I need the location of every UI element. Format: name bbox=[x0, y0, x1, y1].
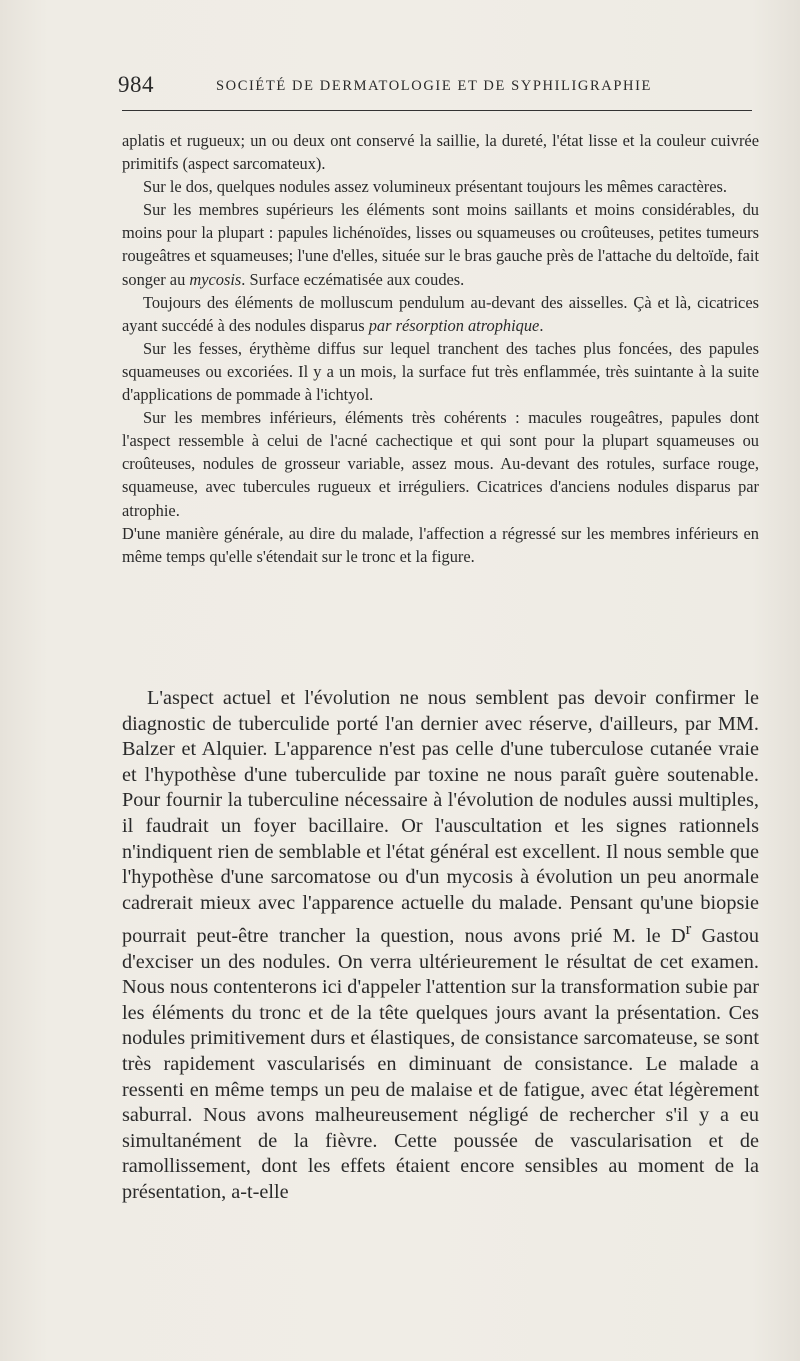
paragraph: Sur les membres supérieurs les éléments sont moins saillants et moins considérables, du moins pour la plupart : papules lichénoïdes, lisses ou squameuses ou croûteuses, petites tumeurs rougeâtres et squameuses; l'une d'elles, située sur le bras gauche près de l'attache du deltoïde, fait songer au mycosis. Surface eczématisée aux coudes. bbox=[122, 200, 759, 289]
paragraph: aplatis et rugueux; un ou deux ont conservé la saillie, la dureté, l'état lisse et la couleur cuivrée primitifs (aspect sarcomateux). bbox=[122, 131, 759, 174]
paragraph: Sur les fesses, érythème diffus sur lequel tranchent des taches plus foncées, des papules squameuses ou excoriées. Il y a un mois, la surface fut très enflammée, très suintante à la suite d'applications de pommade à l'ichtyol. bbox=[122, 338, 759, 405]
paragraph: Toujours des éléments de molluscum pendulum au-devant des aisselles. Çà et là, cicatrices ayant succédé à des nodules disparus par résorption atrophique. bbox=[122, 292, 759, 335]
case-description bbox=[122, 129, 759, 568]
running-head: SOCIÉTÉ DE DERMATOLOGIE ET DE SYPHILIGRAPHIE bbox=[216, 78, 652, 94]
paragraph: L'aspect actuel et l'évolution ne nous semblent pas devoir confirmer le diagnostic de tuberculide porté l'an dernier avec réserve, d'ailleurs, par MM. Balzer et Alquier. L'apparence n'est pas celle d'une tuberculose cutanée vraie et l'hypothèse d'une tuberculide par toxine ne nous paraît guère soutenable. Pour fournir la tuberculine nécessaire à l'évolution de nodules aussi multiples, il faudrait un foyer bacillaire. Or l'auscultation et les signes rationnels n'indiquent rien de semblable et l'état général est excellent. Il nous semble que l'hypothèse d'une sarcomatose ou d'un mycosis à évolution un peu anormale cadrerait mieux avec l'apparence actuelle du malade. Pensant qu'une biopsie pourrait peut-être trancher la question, nous avons prié M. le $D^r$ Gastou d'exciser un des nodules. On verra ultérieurement le résultat de cet examen. Nous nous contenterons ici d'appeler l'attention sur la transformation subie par les éléments du tronc et de la tête quelques jours avant la présentation. Ces nodules primitivement durs et élastiques, de consistance sarcomateuse, se sont très rapidement vascularisés en diminuant de consistance. Le malade a ressenti en même temps un peu de malaise et de fatigue, avec état légèrement saburral. Nous avons malheureusement négligé de rechercher s'il y a eu simultanément de la fièvre. Cette poussée de vascularisation et de ramollissement, dont les effets étaient encore sensibles au moment de la présentation, a-t-elle bbox=[122, 687, 759, 1204]
commentary bbox=[122, 686, 759, 1206]
paragraph: D'une manière générale, au dire du malade, l'affection a régressé sur les membres inférieurs en même temps qu'elle s'étendait sur le tronc et la figure. bbox=[122, 523, 759, 566]
paragraph: Sur le dos, quelques nodules assez volumineux présentant toujours les mêmes caractères. bbox=[143, 177, 727, 197]
page-header bbox=[118, 70, 758, 106]
italic-term: par résorption atrophique bbox=[368, 315, 540, 335]
header-rule bbox=[122, 110, 752, 111]
superscript: r bbox=[685, 919, 692, 939]
page-number: 984 bbox=[118, 72, 154, 97]
italic-term: mycosis bbox=[189, 269, 242, 289]
paragraph: Sur les membres inférieurs, éléments très cohérents : macules rougeâtres, papules dont l'aspect ressemble à celui de l'acné cachectique et qui sont pour la plupart squameuses ou croûteuses, nodules de grosseur variable, assez mous. Au-devant des rotules, surface rouge, squameuse, avec tubercules rugueux et irréguliers. Cicatrices d'anciens nodules disparus par atrophie. bbox=[122, 408, 759, 520]
